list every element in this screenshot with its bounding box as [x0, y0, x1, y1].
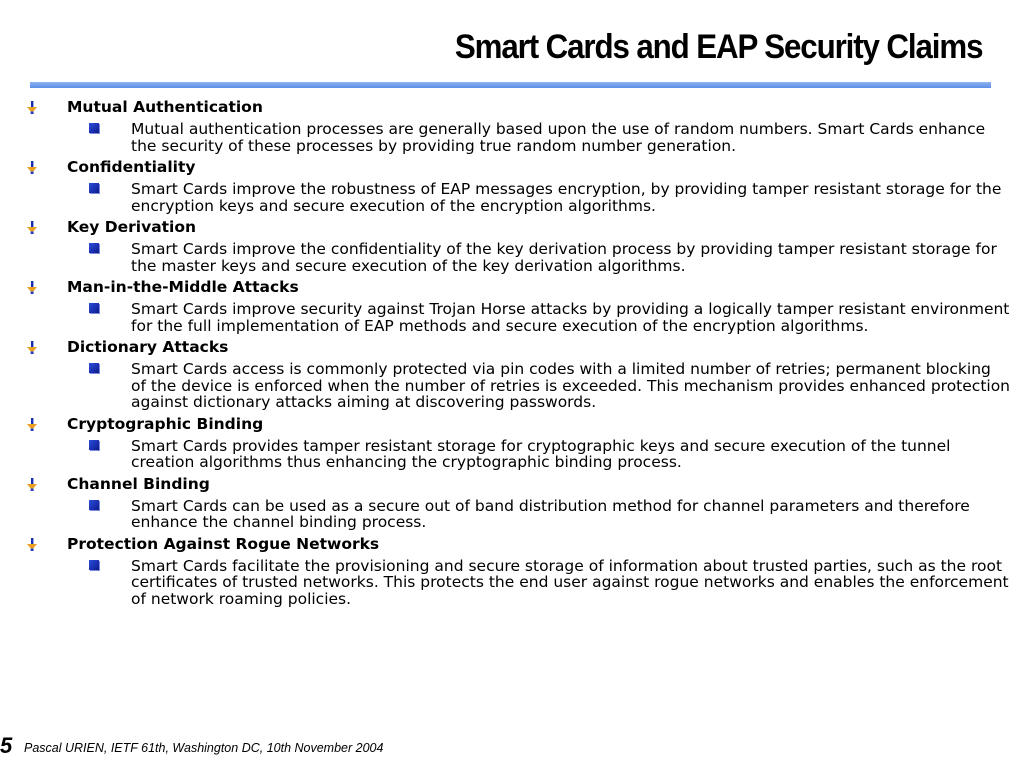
bullet-text-row	[0, 301, 1024, 334]
bullet-text-row	[0, 181, 1024, 214]
title-divider	[30, 82, 991, 88]
bullet-heading: Channel Binding	[67, 474, 210, 493]
arrow-down-bullet-icon	[26, 478, 38, 491]
bullet-heading-row	[0, 337, 1024, 357]
bullet-heading: Mutual Authentication	[67, 98, 263, 116]
list-item	[0, 217, 1024, 274]
blue-square-bullet-icon	[89, 303, 99, 313]
page-number: 5	[0, 733, 13, 758]
bullet-text-row	[0, 241, 1024, 274]
bullet-text: Smart Cards provides tamper resistant storage for cryptographic keys and secure execution of the tunnel creation algorithms thus enhancing the cryptographic binding process.	[131, 436, 951, 471]
bullet-heading: Key Derivation	[67, 218, 197, 236]
footer-text: Pascal URIEN, IETF 61th, Washington DC, 10th November 2004	[24, 741, 384, 755]
list-item	[0, 474, 1024, 531]
bullet-heading-row	[0, 157, 1024, 177]
bullet-heading: Man-in-the-Middle Attacks	[67, 278, 299, 296]
list-item	[0, 534, 1024, 608]
bullet-heading: Protection Against Rogue Networks	[67, 534, 380, 553]
bullet-text: Smart Cards improve the robustness of EAP messages encryption, by providing tamper resistant storage for the encryption keys and secure execution of the encryption algorithms.	[131, 180, 1002, 215]
bullet-heading-row	[0, 474, 1024, 494]
bullet-heading-row	[0, 534, 1024, 554]
bullet-heading-row	[0, 217, 1024, 237]
bullet-text-row	[0, 438, 1024, 471]
bullet-text-row	[0, 498, 1024, 531]
bullet-heading-row	[0, 277, 1024, 297]
blue-square-bullet-icon	[89, 363, 99, 373]
bullet-text-row	[0, 121, 1024, 154]
bullet-heading-row	[0, 414, 1024, 434]
arrow-down-bullet-icon	[26, 341, 38, 354]
list-item	[0, 277, 1024, 334]
arrow-down-bullet-icon	[26, 161, 38, 174]
blue-square-bullet-icon	[89, 500, 99, 510]
bullet-text-row	[0, 361, 1024, 411]
blue-square-bullet-icon	[89, 560, 99, 570]
bullet-text: Smart Cards facilitate the provisioning and secure storage of information about trusted parties, such as the root certificates of trusted networks. This protects the end user against rogue networks and enables the enforcement of network roaming policies.	[131, 556, 1009, 608]
bullet-heading: Cryptographic Binding	[67, 414, 264, 433]
bullet-text: Mutual authentication processes are generally based upon the use of random numbers. Smart Cards enhance the security of these processes by providing true random number generation.	[131, 120, 986, 155]
blue-square-bullet-icon	[89, 123, 99, 133]
list-item	[0, 97, 1024, 154]
blue-square-bullet-icon	[89, 440, 99, 450]
list-item	[0, 157, 1024, 214]
slide-title: Smart Cards and EAP Security Claims	[454, 28, 982, 66]
blue-square-bullet-icon	[89, 243, 99, 253]
bullet-heading-row	[0, 97, 1024, 117]
slide-footer	[0, 733, 1024, 761]
arrow-down-bullet-icon	[26, 101, 38, 114]
arrow-down-bullet-icon	[26, 221, 38, 234]
bullet-text-row	[0, 558, 1024, 608]
blue-square-bullet-icon	[89, 183, 99, 193]
bullet-text: Smart Cards access is commonly protected via pin codes with a limited number of retries; permanent blocking of the device is enforced when the number of retries is exceeded. This mechanism provides enhanced protection against dictionary attacks aiming at discovering passwords.	[131, 360, 1011, 411]
bullet-list	[0, 94, 1024, 607]
arrow-down-bullet-icon	[26, 538, 38, 551]
bullet-heading: Confidentiality	[67, 158, 196, 176]
arrow-down-bullet-icon	[26, 418, 38, 431]
bullet-text: Smart Cards can be used as a secure out of band distribution method for channel parameters and therefore enhance the channel binding process.	[131, 496, 970, 531]
bullet-text: Smart Cards improve the confidentiality of the key derivation process by providing tamper resistant storage for the master keys and secure execution of the key derivation algorithms.	[131, 240, 997, 275]
list-item	[0, 414, 1024, 471]
bullet-heading: Dictionary Attacks	[67, 338, 229, 356]
list-item	[0, 337, 1024, 411]
bullet-text: Smart Cards improve security against Trojan Horse attacks by providing a logically tamper resistant environment for the full implementation of EAP methods and secure execution of the encryption algorithms.	[131, 300, 1010, 335]
arrow-down-bullet-icon	[26, 281, 38, 294]
